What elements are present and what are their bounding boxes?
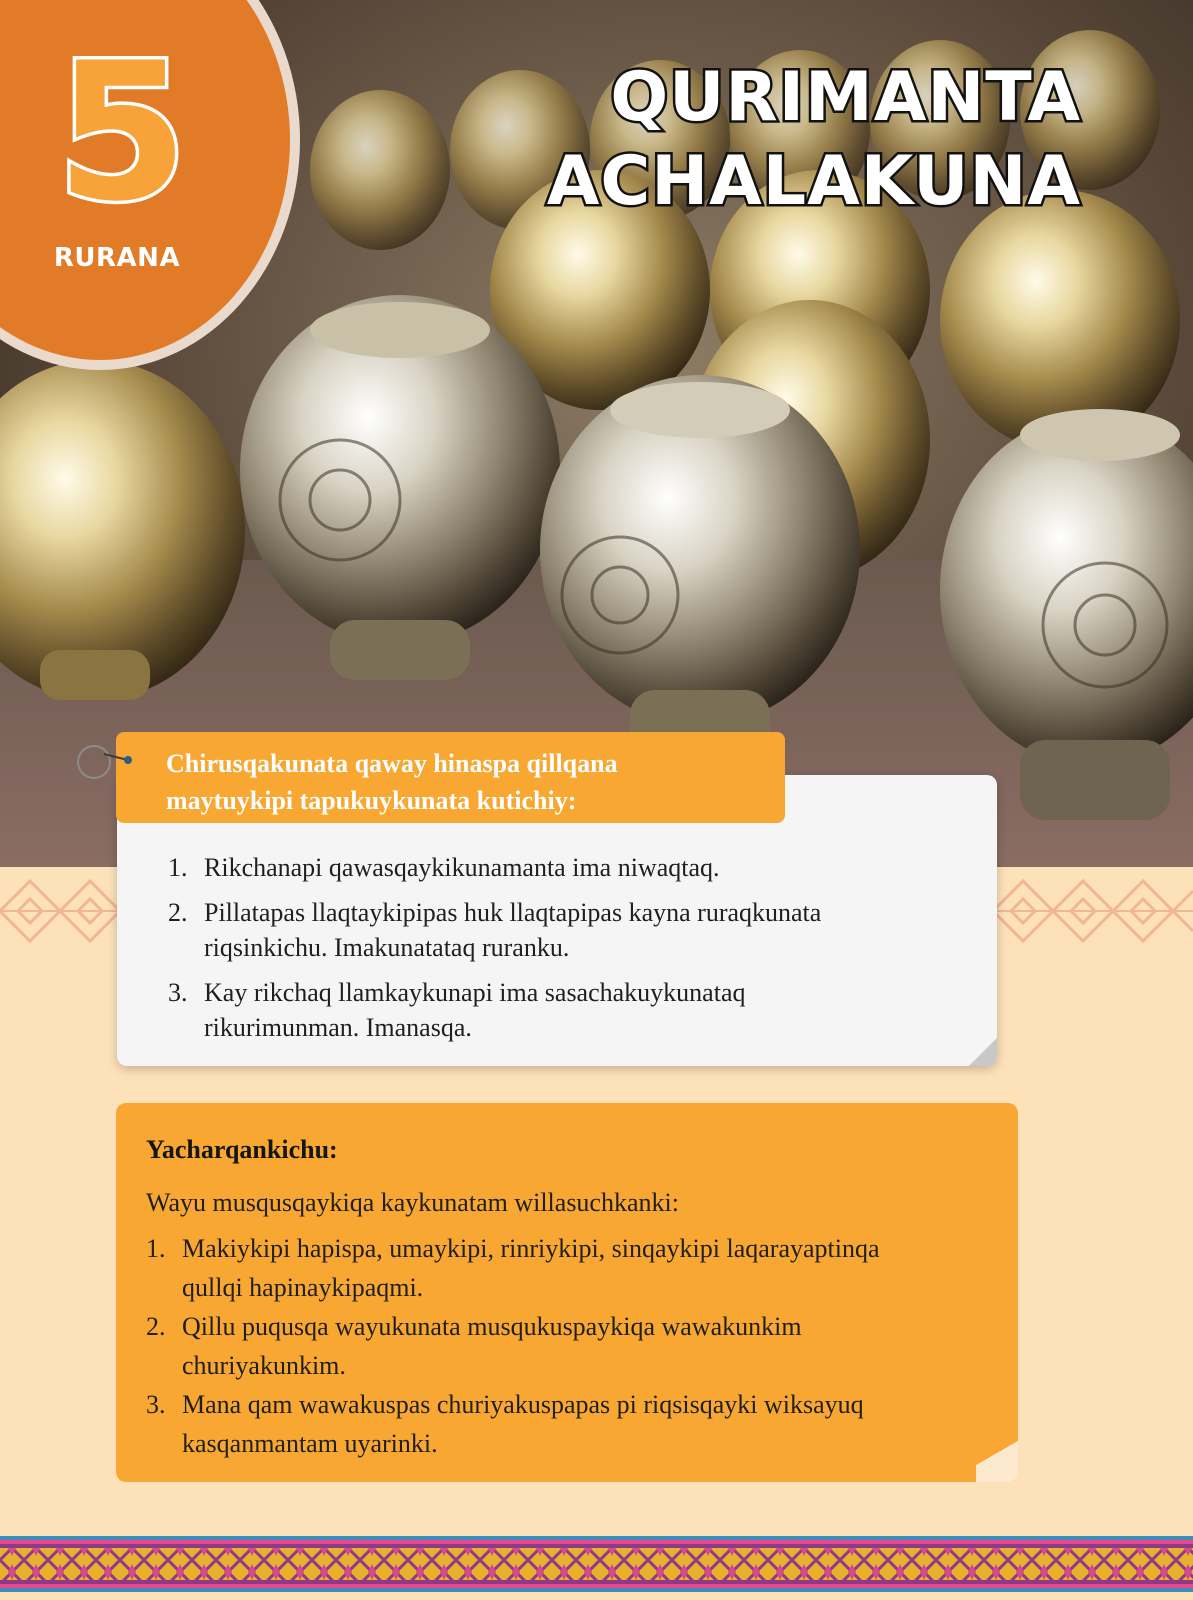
- chapter-label: RURANA: [53, 243, 181, 273]
- item-text: Qillu puqusqa wayukunata musqukuspaykiqa wawakunkim: [182, 1312, 802, 1341]
- item-text-continued: qullqi hapinaykipaqmi.: [182, 1273, 424, 1302]
- item-text: Mana qam wawakuspas churiyakuspapas pi riqsisqayki wiksayuq: [182, 1390, 864, 1419]
- item-number: 2.: [146, 1312, 166, 1341]
- pin-icon: [74, 742, 136, 782]
- prompt-line-1: Chirusqakunata qaway hinaspa qillqana: [166, 749, 618, 778]
- list-item: [160, 895, 960, 965]
- item-text-continued: kasqanmantam uyarinki.: [182, 1429, 438, 1458]
- list-item: [146, 1385, 976, 1463]
- item-number: 1.: [168, 853, 188, 882]
- item-number: 1.: [146, 1234, 166, 1263]
- questions-list: [160, 850, 960, 1055]
- item-text: Makiykipi hapispa, umaykipi, rinriykipi, sinqaykipi laqarayaptinqa: [182, 1234, 880, 1263]
- questions-prompt: [166, 745, 765, 819]
- item-number: 2.: [168, 898, 188, 927]
- did-you-know-box: [116, 1103, 1018, 1482]
- item-text-continued: churiyakunkim.: [182, 1351, 346, 1380]
- woven-pattern-border: [0, 1536, 1193, 1600]
- list-item: [146, 1307, 976, 1385]
- did-you-know-list: [146, 1229, 976, 1463]
- prompt-line-2: maytuykipi tapukuykunata kutichiy:: [166, 786, 577, 815]
- questions-prompt-tab: [116, 732, 785, 823]
- chapter-title: [547, 56, 1081, 224]
- item-text: Rikchanapi qawasqaykikunamanta ima niwaqtaq.: [204, 853, 720, 882]
- item-text: Kay rikchaq llamkaykunapi ima sasachakuykunataq: [204, 978, 746, 1007]
- item-number: 3.: [168, 978, 188, 1007]
- item-text-continued: rikurimunman. Imanasqa.: [204, 1013, 472, 1042]
- item-text: Pillatapas llaqtaykipipas huk llaqtapipas kayna ruraqkunata: [204, 898, 822, 927]
- did-you-know-heading: Yacharqankichu:: [146, 1135, 338, 1164]
- list-item: [160, 850, 960, 885]
- did-you-know-intro: Wayu musqusqaykiqa kaykunatam willasuchkanki:: [146, 1188, 679, 1217]
- item-text-continued: riqsinkichu. Imakunatataq ruranku.: [204, 933, 570, 962]
- chapter-number: 5: [56, 22, 189, 243]
- title-line-2: ACHALAKUNA: [546, 142, 1081, 221]
- list-item: [146, 1229, 976, 1307]
- item-number: 3.: [146, 1390, 166, 1419]
- page-curl: [969, 1038, 997, 1066]
- list-item: [160, 975, 960, 1045]
- page-curl: [976, 1424, 1018, 1482]
- title-line-1: QURIMANTA: [610, 58, 1081, 137]
